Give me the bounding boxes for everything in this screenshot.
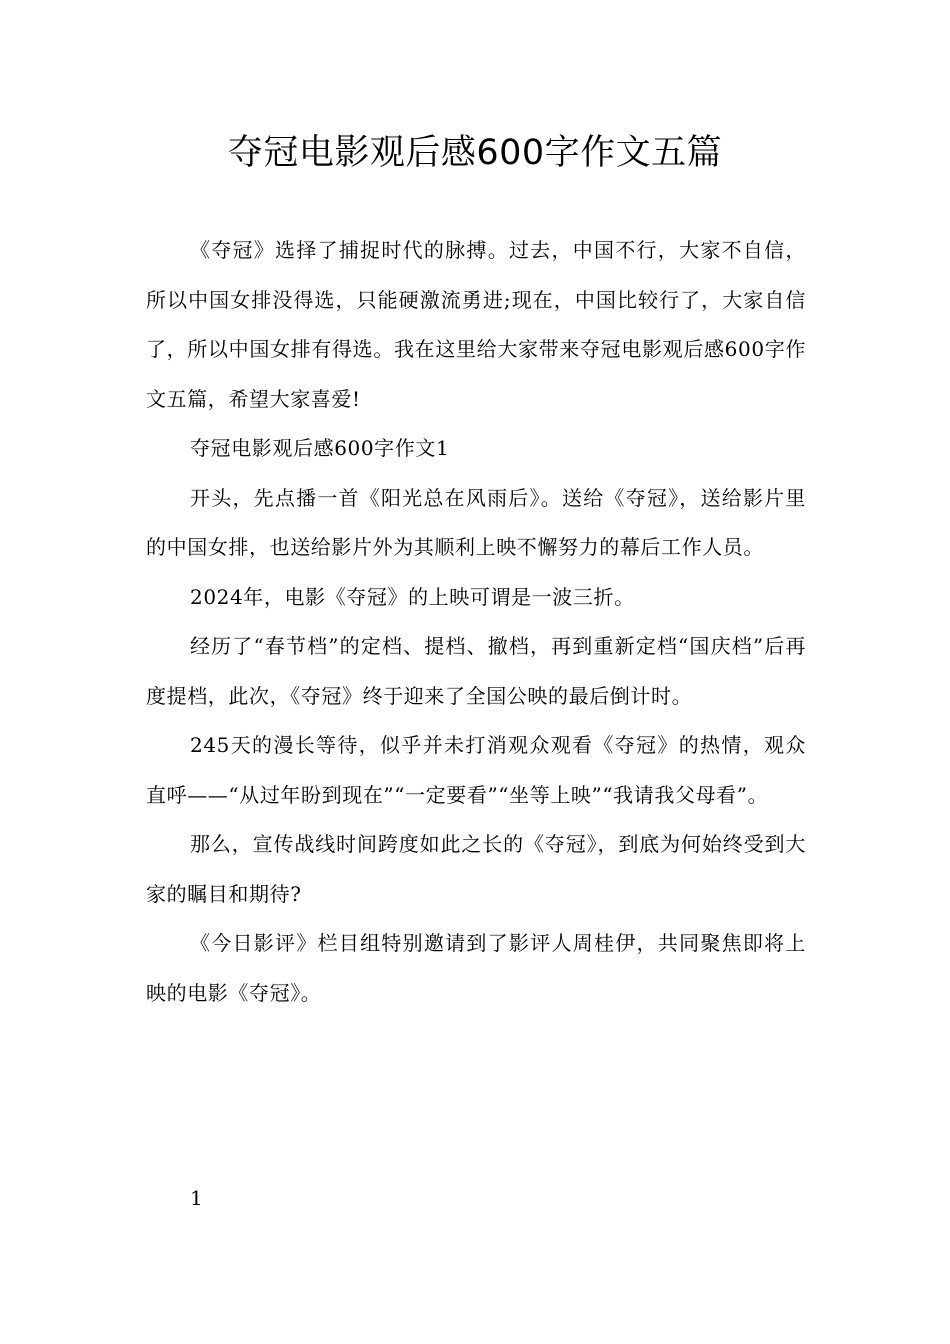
paragraph: 2024年，电影《夺冠》的上映可谓是一波三折。 xyxy=(190,584,635,609)
paragraph: 245天的漫长等待，似乎并未打消观众观看《夺冠》的热情，观众直呼——“从过年盼到现在”“一定要看”“坐等上映”“我请我父母看”。 xyxy=(146,733,806,807)
paragraph-intro: 《夺冠》选择了捕捉时代的脉搏。过去，中国不行，大家不自信，所以中国女排没得选，只能硬激流勇进;现在，中国比较行了，大家自信了，所以中国女排有得选。我在这里给大家带来夺冠电影观后感600字作文五篇，希望大家喜爱! xyxy=(146,238,806,411)
paragraph: 那么，宣传战线时间跨度如此之长的《夺冠》，到底为何始终受到大家的瞩目和期待? xyxy=(146,832,806,906)
paragraph: 开头，先点播一首《阳光总在风雨后》。送给《夺冠》，送给影片里的中国女排，也送给影片外为其顺利上映不懈努力的幕后工作人员。 xyxy=(146,485,806,559)
document-title: 夺冠电影观后感600字作文五篇 xyxy=(227,133,723,173)
paragraph: 《今日影评》栏目组特别邀请到了影评人周桂伊，共同聚焦即将上映的电影《夺冠》。 xyxy=(146,931,806,1005)
section-heading: 夺冠电影观后感600字作文1 xyxy=(190,436,450,460)
document-body xyxy=(146,226,806,1018)
page-number: 1 xyxy=(190,1186,203,1210)
paragraph: 经历了“春节档”的定档、提档、撤档，再到重新定档“国庆档”后再度提档，此次，《夺冠》终于迎来了全国公映的最后倒计时。 xyxy=(146,634,806,708)
